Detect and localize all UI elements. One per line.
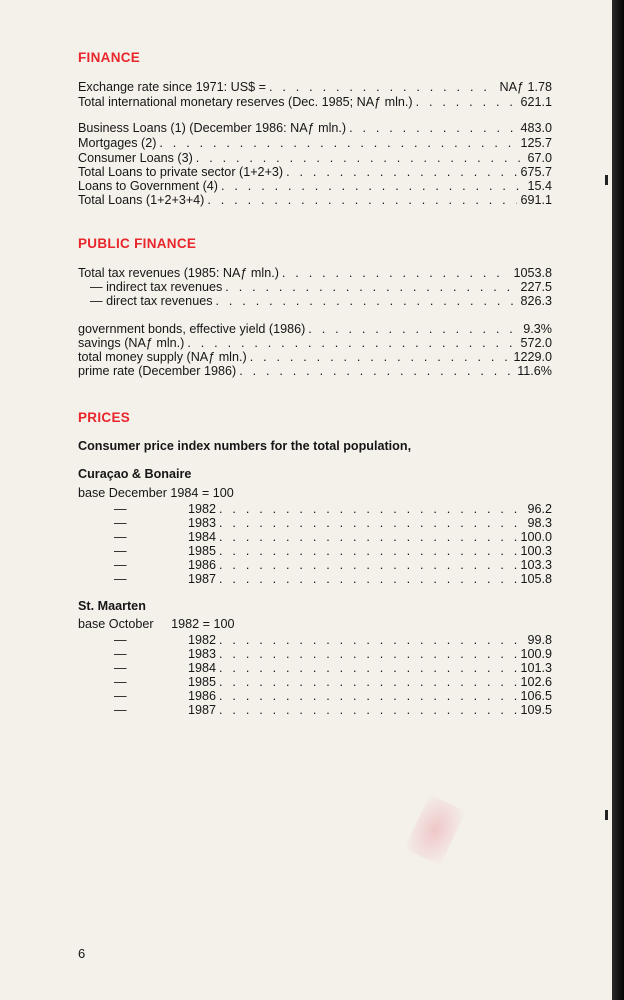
index-value: 109.5 [520,703,552,717]
leader-dots [416,94,518,110]
row-label: Consumer Loans (3) [78,151,193,165]
index-value: 100.9 [520,647,552,661]
leader-dots [219,702,517,718]
index-value: 99.8 [527,633,552,647]
index-value: 105.8 [520,572,552,586]
finance-row [78,79,552,95]
index-value: 106.5 [520,689,552,703]
row-label: savings (NAƒ mln.) [78,336,185,350]
row-label: prime rate (December 1986) [78,364,237,378]
row-value: 621.1 [520,95,552,109]
year: 1982 [188,502,217,516]
year: 1983 [188,516,217,530]
row-label: Total Loans to private sector (1+2+3) [78,165,284,179]
row-value: 572.0 [520,336,552,350]
row-value: 227.5 [520,280,552,294]
page-number: 6 [78,946,86,961]
index-value: 100.3 [520,544,552,558]
leader-dots [207,192,517,208]
year: 1987 [188,703,217,717]
year: 1986 [188,689,217,703]
row-label: — direct tax revenues [90,294,213,308]
curacao-row [78,571,552,587]
leader-dots [219,571,517,587]
st-maarten-base: base October 1982 = 100 [78,617,235,631]
row-label: Loans to Government (4) [78,179,219,193]
leader-dots [239,363,514,379]
dash: — [114,647,127,661]
year: 1983 [188,647,217,661]
prices-subtitle: Consumer price index numbers for the total population, [78,439,412,453]
year: 1986 [188,558,217,572]
year: 1987 [188,572,217,586]
index-value: 96.2 [527,502,552,516]
row-label: Total Loans (1+2+3+4) [78,193,205,207]
public-finance-row [78,363,552,379]
year: 1984 [188,661,217,675]
year: 1982 [188,633,217,647]
dash: — [114,572,127,586]
year: 1984 [188,530,217,544]
leader-dots [349,120,517,136]
row-value: 1053.8 [513,266,552,280]
row-value: 125.7 [520,136,552,150]
dash: — [114,558,127,572]
leader-dots [216,293,518,309]
index-value: 100.0 [520,530,552,544]
dash: — [114,530,127,544]
dash: — [114,689,127,703]
curacao-base: base December 1984 = 100 [78,486,234,500]
finance-row [78,94,552,110]
row-label: Total tax revenues (1985: NAƒ mln.) [78,266,279,280]
row-value: 11.6% [517,364,552,378]
row-value: 9.3% [523,322,552,336]
dash: — [114,516,127,530]
index-value: 102.6 [520,675,552,689]
edge-mark [605,810,608,820]
leader-dots [269,79,497,95]
public-finance-heading: PUBLIC FINANCE [78,236,197,251]
finance-row [78,120,552,136]
row-value: NAƒ 1.78 [499,80,552,94]
dash: — [114,633,127,647]
dash: — [114,675,127,689]
dash: — [114,661,127,675]
finance-row [78,192,552,208]
row-label: total money supply (NAƒ mln.) [78,350,247,364]
row-value: 483.0 [520,121,552,135]
curacao-title: Curaçao & Bonaire [78,467,192,481]
index-value: 101.3 [520,661,552,675]
dash: — [114,544,127,558]
index-value: 98.3 [527,516,552,530]
row-label: Mortgages (2) [78,136,157,150]
dash: — [114,502,127,516]
row-label: — indirect tax revenues [90,280,223,294]
public-finance-row [78,293,552,309]
edge-mark [605,175,608,185]
row-value: 67.0 [527,151,552,165]
row-value: 15.4 [527,179,552,193]
row-value: 691.1 [520,193,552,207]
st-maarten-title: St. Maarten [78,599,146,613]
row-value: 1229.0 [513,350,552,364]
leader-dots [159,135,517,151]
index-value: 103.3 [520,558,552,572]
paper-stain [404,794,466,865]
row-value: 826.3 [520,294,552,308]
year: 1985 [188,544,217,558]
row-label: Business Loans (1) (December 1986: NAƒ mln.) [78,121,347,135]
row-label: Total international monetary reserves (Dec. 1985; NAƒ mln.) [78,95,413,109]
dash: — [114,703,127,717]
st-maarten-row [78,702,552,718]
year: 1985 [188,675,217,689]
finance-heading: FINANCE [78,50,141,65]
row-value: 675.7 [520,165,552,179]
prices-heading: PRICES [78,410,131,425]
row-label: Exchange rate since 1971: US$ = [78,80,266,94]
finance-row [78,135,552,151]
row-label: government bonds, effective yield (1986) [78,322,306,336]
binding-edge [612,0,624,1000]
